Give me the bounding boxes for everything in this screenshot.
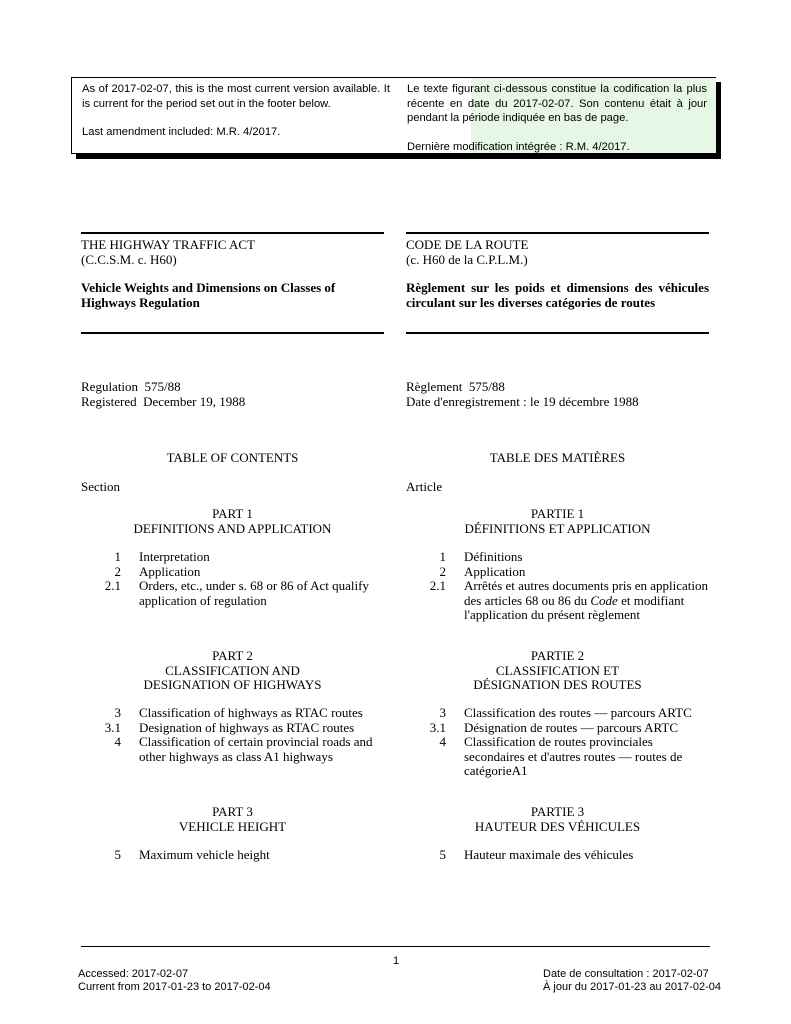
toc-entry[interactable] [406,735,709,779]
toc-entry-text: Application [139,563,201,579]
french-regulation-title: Règlement sur les poids et dimensions des véhicules circulant sur les diverses catégories de routes [406,280,709,310]
toc-entry-text: Orders, etc., under s. 68 or 86 of Act qualify application of regulation [139,578,369,608]
toc-entry-number: 2 [114,563,121,579]
french-regulation-info [406,380,709,409]
english-section-label: Section [81,479,120,494]
english-part2-list [81,706,384,764]
toc-entry-number: 1 [114,549,121,564]
toc-entry[interactable] [406,848,709,863]
english-act-name: THE HIGHWAY TRAFFIC ACT [81,237,255,252]
toc-entry[interactable] [406,579,709,623]
french-regulation-number: Règlement 575/88 [406,379,505,394]
english-part1-heading [81,507,384,536]
toc-entry-number: 2.1 [429,578,446,593]
french-part1-list [406,550,709,623]
toc-entry-text: Interpretation [139,549,210,564]
toc-entry-number: 4 [439,734,446,749]
footer-french-accessed: Date de consultation : 2017-02-07 [543,968,709,980]
toc-entry[interactable] [406,565,709,580]
english-part1-name: DEFINITIONS AND APPLICATION [133,520,332,536]
french-part1-name: DÉFINITIONS ET APPLICATION [464,520,651,536]
toc-entry-number: 3 [114,705,121,720]
english-part3-name: VEHICLE HEIGHT [178,818,287,834]
french-part3-list [406,848,709,863]
english-part3-list [81,848,384,863]
notice-english-amendment: Last amendment included: M.R. 4/2017. [82,126,281,138]
toc-entry[interactable] [81,735,384,764]
english-regulation-number: Regulation 575/88 [81,379,181,394]
english-part2-title: PART 2 [212,648,253,663]
english-registered-date: Registered December 19, 1988 [81,393,246,409]
toc-entry-text: Application [464,563,526,579]
english-citation: (C.C.S.M. c. H60) [81,251,177,267]
toc-entry-number: 2.1 [104,578,121,593]
toc-entry-number: 5 [114,847,121,862]
page-number: 1 [392,955,400,967]
currency-notice-box [71,77,716,154]
english-title-top-rule [81,232,384,234]
toc-entry-number: 5 [439,847,446,862]
french-part2-heading [406,649,709,693]
toc-entry-text: Designation of highways as RTAC routes [139,719,355,735]
english-part1-list [81,550,384,608]
toc-entry[interactable] [81,579,384,608]
english-heading [81,238,384,310]
english-toc-heading: TABLE OF CONTENTS [166,450,299,465]
french-part1-title: PARTIE 1 [530,506,585,521]
french-part2-name-line1: CLASSIFICATION ET [495,662,620,678]
french-part2-list [406,706,709,779]
french-part2-name-line2: DÉSIGNATION DES ROUTES [473,677,642,692]
toc-entry-number: 4 [114,734,121,749]
toc-entry-text: Désignation de routes — parcours ARTC [464,719,679,735]
toc-entry[interactable] [81,550,384,565]
notice-french [407,82,707,154]
english-part3-title: PART 3 [212,804,253,819]
english-part2-name-line2: DESIGNATION OF HIGHWAYS [143,677,322,692]
english-part3-heading [81,805,384,834]
toc-entry[interactable] [406,721,709,736]
toc-entry[interactable] [81,721,384,736]
toc-entry-text: Maximum vehicle height [139,847,270,862]
toc-entry[interactable] [81,848,384,863]
toc-entry[interactable] [406,550,709,565]
toc-entry-number: 3.1 [429,719,446,735]
french-registered-date: Date d'enregistrement : le 19 décembre 1988 [406,393,639,409]
footer-english [78,968,271,994]
french-act-name: CODE DE LA ROUTE [406,237,529,252]
toc-entry[interactable] [406,706,709,721]
english-regulation-info [81,380,384,409]
french-part1-heading [406,507,709,536]
toc-entry-number: 2 [439,563,446,579]
toc-entry-text: Classification des routes — parcours ARTC [464,705,692,720]
english-title-bottom-rule [81,332,384,334]
english-part1-title: PART 1 [212,506,253,521]
toc-entry-text-part-b: et modifiant l'application du présent règlement [464,592,685,622]
english-part2-name-line1: CLASSIFICATION AND [165,662,300,678]
footer-rule [81,946,710,947]
footer-french [543,968,721,994]
toc-entry-text: Classification of certain provincial roads and other highways as class A1 highways [139,734,373,764]
toc-entry-text-part-a: Arrêtés et autres documents pris en application des articles 68 ou 86 du [464,578,709,608]
toc-entry-number: 3 [439,705,446,720]
toc-entry-text-italic: Code [590,592,618,608]
french-part2-title: PARTIE 2 [530,648,585,663]
toc-entry-text [464,578,708,622]
toc-entry[interactable] [81,565,384,580]
footer-french-current: À jour du 2017-01-23 au 2017-02-04 [543,981,721,993]
toc-entry[interactable] [81,706,384,721]
notice-english-text: As of 2017-02-07, this is the most current version available. It is current for the period set out in the footer below. [82,83,390,110]
notice-english [82,82,390,140]
french-part3-name: HAUTEUR DES VÉHICULES [474,818,641,834]
french-section-label: Article [406,479,443,494]
footer-english-accessed: Accessed: 2017-02-07 [78,968,189,980]
french-heading [406,238,709,310]
toc-entry-number: 1 [439,549,446,564]
english-part2-heading [81,649,384,693]
french-toc-heading: TABLE DES MATIÈRES [489,450,626,465]
english-regulation-title: Vehicle Weights and Dimensions on Classes of Highways Regulation [81,280,336,310]
french-title-bottom-rule [406,332,709,334]
toc-entry-text: Hauteur maximale des véhicules [464,847,634,862]
toc-entry-text: Définitions [464,549,523,564]
notice-french-text: Le texte figurant ci-dessous constitue la codification la plus récente en date du 2017-02-07. Son contenu était à jour pendant la période indiquée en bas de page. [407,83,707,124]
french-citation: (c. H60 de la C.P.L.M.) [406,251,528,267]
toc-entry-text: Classification de routes provinciales secondaires et d'autres routes — routes de catégorieA1 [464,734,683,778]
french-part3-title: PARTIE 3 [530,804,585,819]
french-part3-heading [406,805,709,834]
toc-entry-number: 3.1 [104,719,121,735]
toc-entry-text: Classification of highways as RTAC routes [139,705,363,720]
notice-french-amendment: Dernière modification intégrée : R.M. 4/2017. [407,140,630,153]
french-title-top-rule [406,232,709,234]
footer-english-current: Current from 2017-01-23 to 2017-02-04 [78,981,271,993]
